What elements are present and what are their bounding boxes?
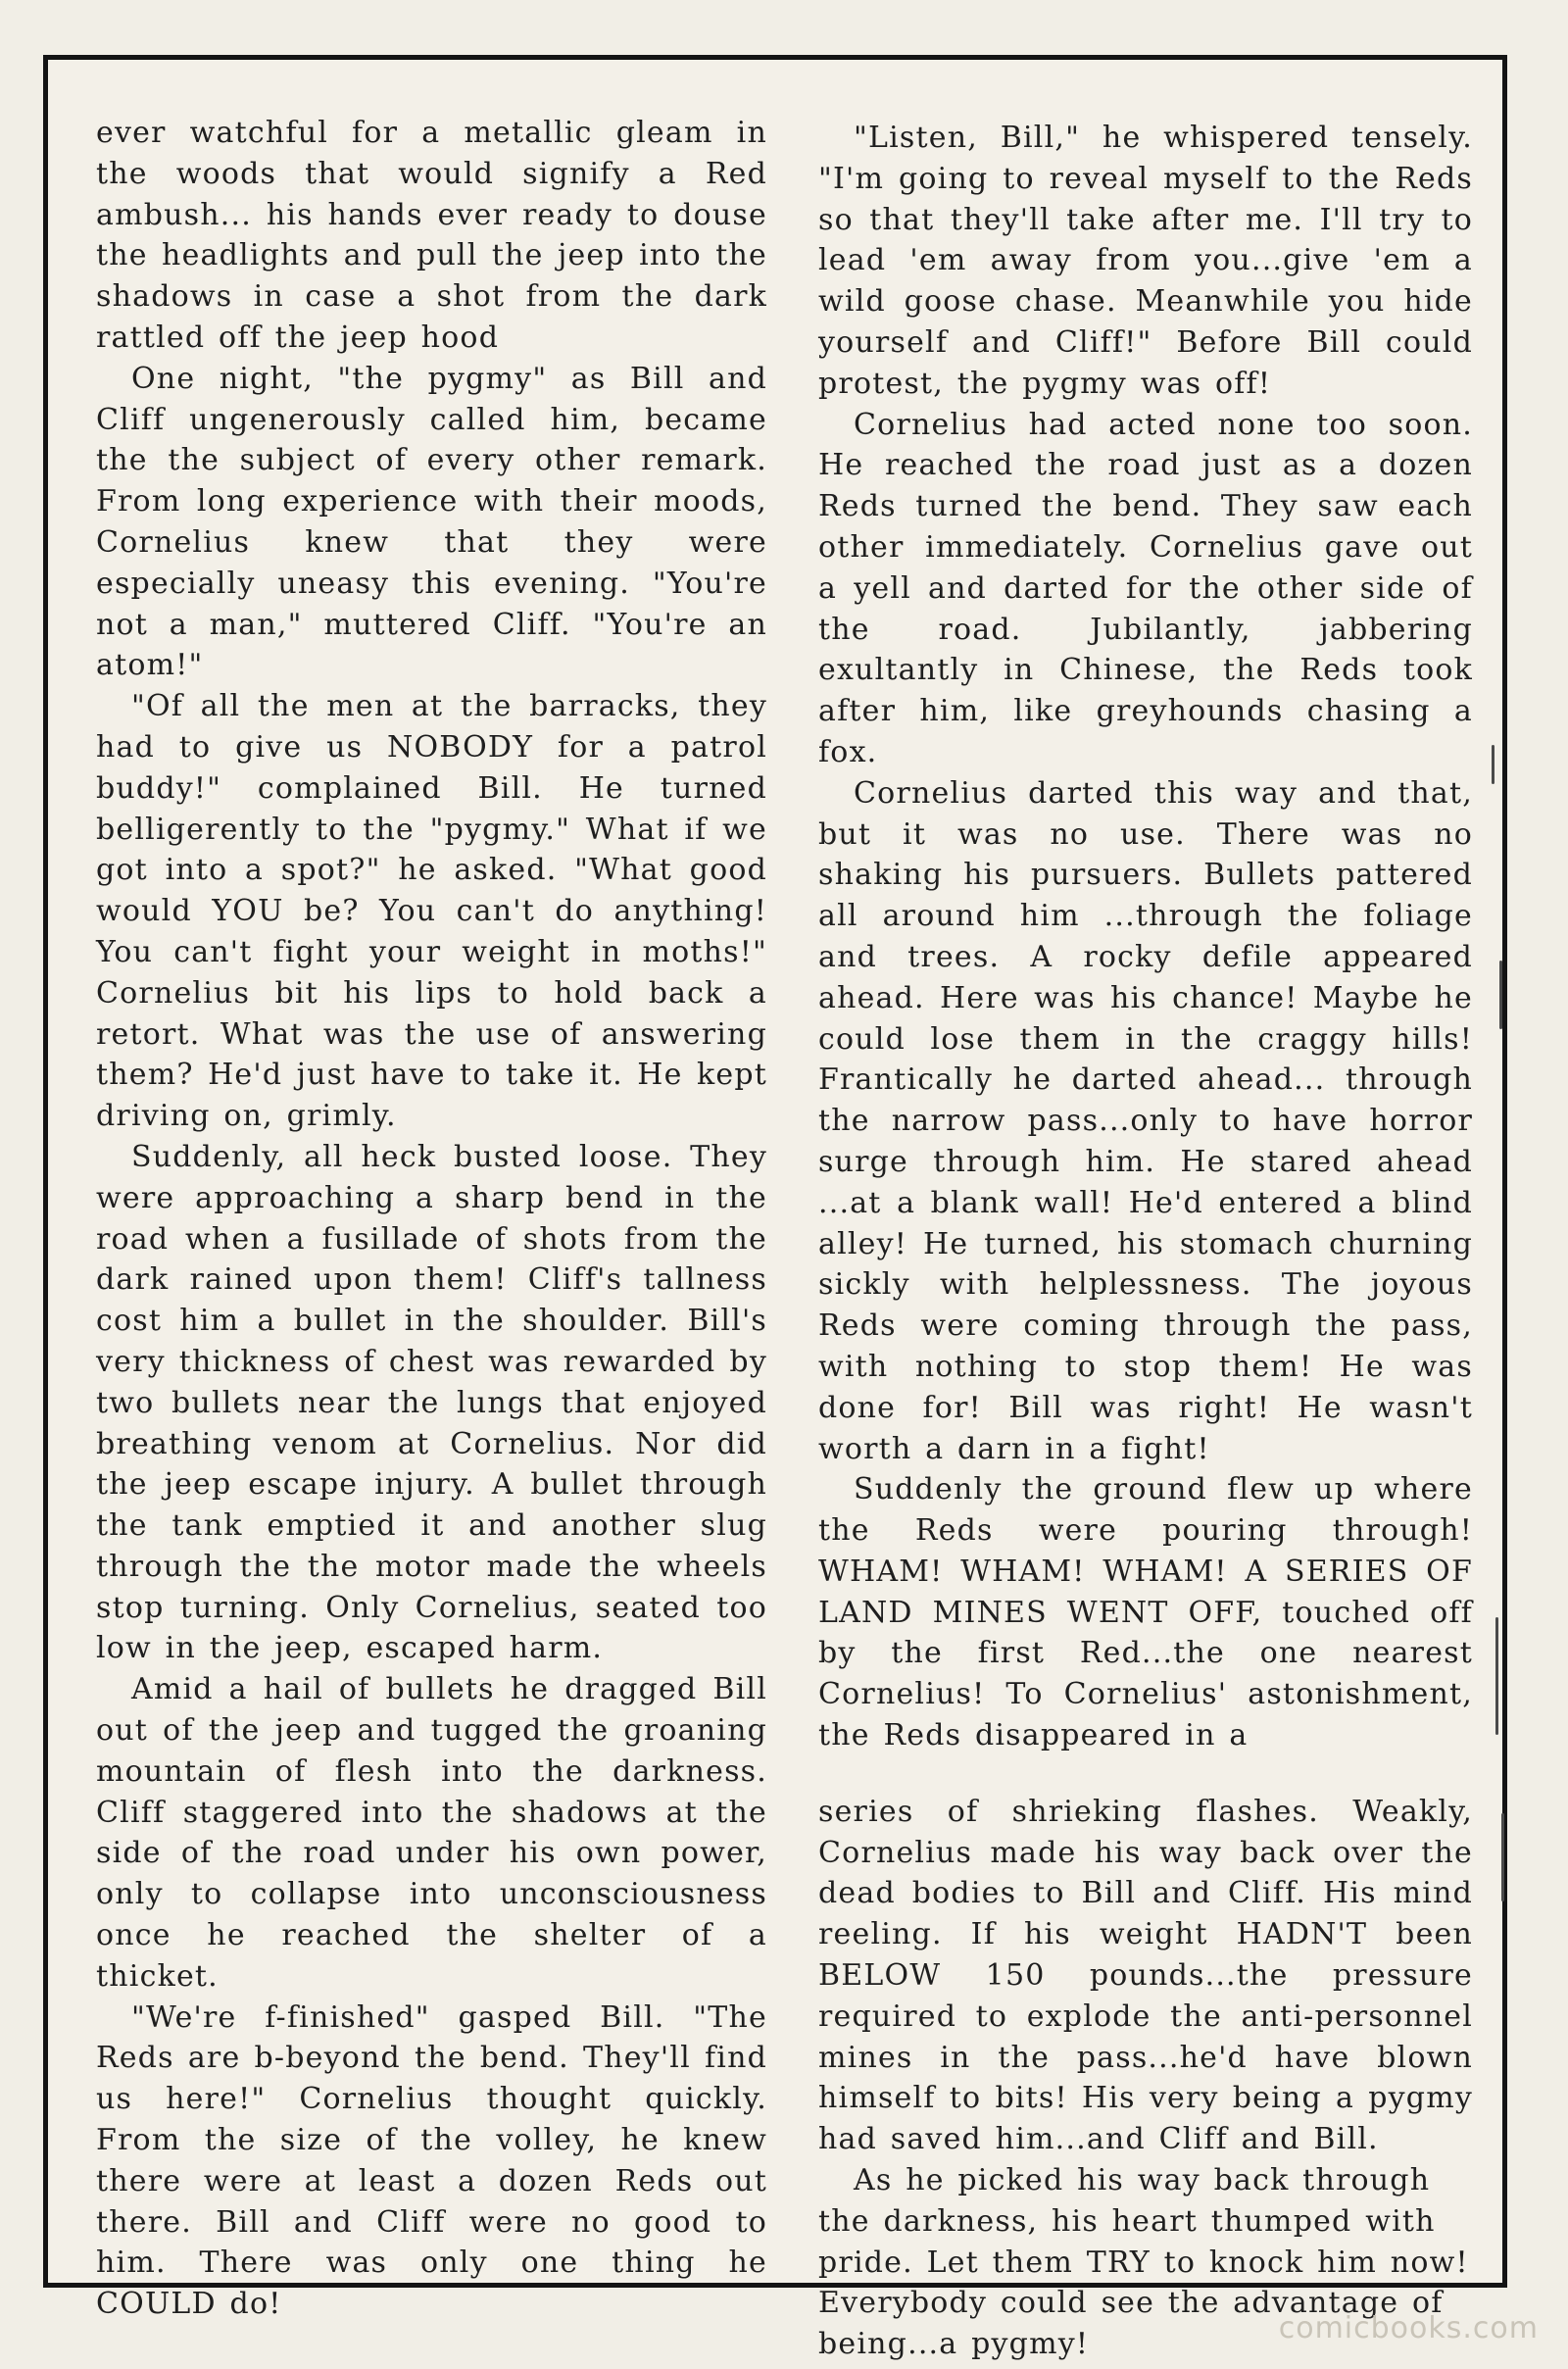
paragraph: Cornelius had acted none too soon. He reached the road just as a dozen Reds turned the bend. They saw each other immediately. Cornelius gave out a yell and darted for the other side of the road. Jubilantly, jabbering exultantly in Chinese, the Reds took after him, like greyhounds chasing a fox.	[818, 407, 1473, 769]
right-text-column	[818, 118, 1473, 2365]
print-edge-mark	[1495, 1617, 1498, 1735]
paragraph: Suddenly the ground flew up where the Reds were pouring through! WHAM! WHAM! WHAM! A SERIES OF LAND MINES WENT OFF, touched off by the first Red...the one nearest Cornelius! To Cornelius' astonishment, the Reds disappeared in a	[818, 1472, 1473, 1753]
paragraph: "We're f-finished" gasped Bill. "The Reds are b-beyond the bend. They'll find us here!" Cornelius thought quickly. From the size of the volley, he knew there were at least a dozen Reds out there. Bill and Cliff were no good to him. There was only one thing he COULD do!	[96, 1999, 767, 2322]
left-text-column	[96, 113, 767, 2325]
paragraph: As he picked his way back through the darkness, his heart thumped with pride. Let them TRY to knock him now! Everybody could see the advantage of being...a pygmy!	[818, 2163, 1469, 2362]
paragraph: Cornelius darted this way and that, but it was no use. There was no shaking his pursuers. Bullets pattered all around him ...through the foliage and trees. A rocky defile appeared ahead. Here was his chance! Maybe he could lose them in the craggy hills! Frantically he darted ahead... through the narrow pass...only to have horror surge through him. He stared ahead ...at a blank wall! He'd entered a blind alley! He turned, his stomach churning sickly with helplessness. The joyous Reds were coming through the pass, with nothing to stop them! He was done for! Bill was right! He wasn't worth a darn in a fight!	[818, 775, 1473, 1466]
paragraph: series of shrieking flashes. Weakly, Cornelius made his way back over the dead bodies to Bill and Cliff. His mind reeling. If his weight HADN'T been BELOW 150 pounds...the pressure required to explode the anti-personnel mines in the pass...he'd have blown himself to bits! His very being a pygmy had saved him...and Cliff and Bill.	[818, 1794, 1473, 2157]
paragraph: Amid a hail of bullets he dragged Bill out of the jeep and tugged the groaning mountain of flesh into the darkness. Cliff staggered into the shadows at the side of the road under his own power, only to collapse into unconsciousness once he reached the shelter of a thicket.	[96, 1672, 767, 1994]
paragraph: Suddenly, all heck busted loose. They were approaching a sharp bend in the road when a fusillade of shots from the dark rained upon them! Cliff's tallness cost him a bullet in the shoulder. Bill's very thickness of chest was rewarded by two bullets near the lungs that enjoyed breathing venom at Cornelius. Nor did the jeep escape injury. A bullet through the tank emptied it and another slug through the the motor made the wheels stop turning. Only Cornelius, seated too low in the jeep, escaped harm.	[96, 1139, 767, 1666]
paragraph: ever watchful for a metallic gleam in the woods that would signify a Red ambush... his hands ever ready to douse the headlights and pull the jeep into the shadows in case a shot from the dark rattled off the jeep hood	[96, 116, 767, 355]
print-edge-mark	[1492, 745, 1494, 784]
paragraph: "Of all the men at the barracks, they had to give us NOBODY for a patrol buddy!" complained Bill. He turned belligerently to the "pygmy." What if we got into a spot?" he asked. "What good would YOU be? You can't do anything! You can't fight your weight in moths!" Cornelius bit his lips to hold back a retort. What was the use of answering them? He'd just have to take it. He kept driving on, grimly.	[96, 689, 767, 1134]
watermark-text: comicbooks.com	[1278, 2311, 1539, 2345]
print-edge-mark	[1501, 1813, 1504, 1901]
print-edge-mark	[1499, 961, 1502, 1029]
paragraph: "Listen, Bill," he whispered tensely. "I'm going to reveal myself to the Reds so that they'll take after me. I'll try to lead 'em away from you...give 'em a wild goose chase. Meanwhile you hide yourself and Cliff!" Before Bill could protest, the pygmy was off!	[818, 121, 1473, 401]
paragraph: One night, "the pygmy" as Bill and Cliff ungenerously called him, became the the subject of every other remark. From long experience with their moods, Cornelius knew that they were especially uneasy this evening. "You're not a man," muttered Cliff. "You're an atom!"	[96, 361, 767, 683]
